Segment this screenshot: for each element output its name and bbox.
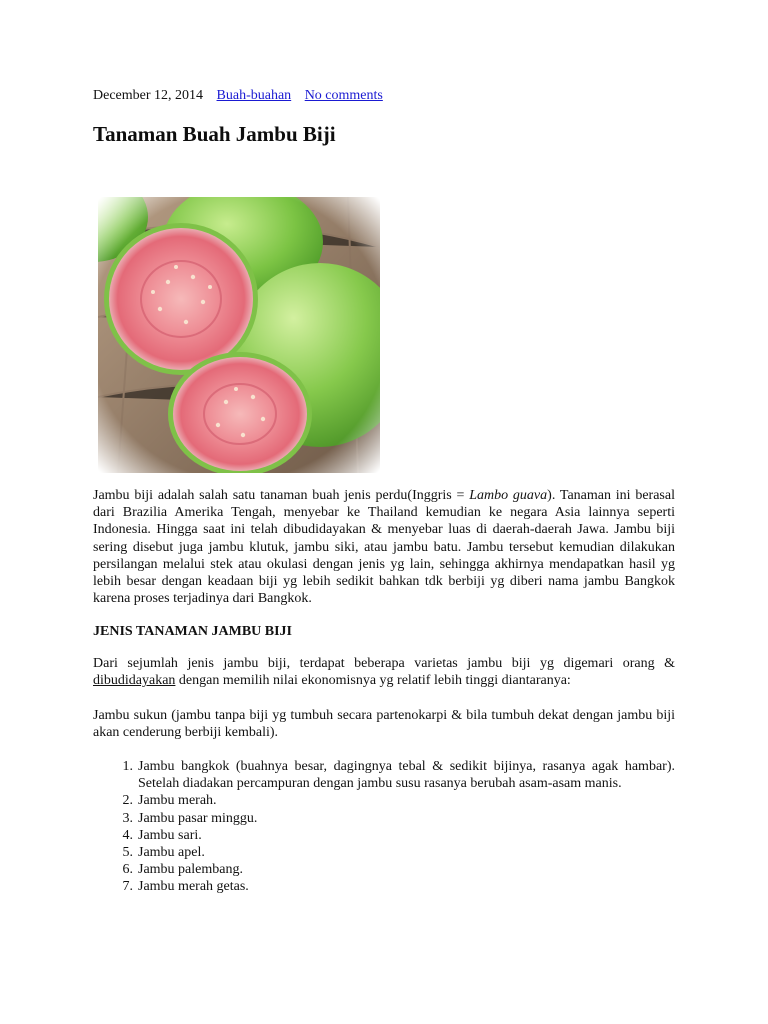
list-item-text: Jambu apel.	[138, 845, 205, 861]
para2-text-end: dengan memilih nilai ekonomisnya yg relatif lebih tinggi diantaranya:	[175, 673, 571, 689]
intro-paragraph	[93, 487, 675, 607]
intro-text-end: ). Tanaman ini berasal dari Brazilia Amerika Tengah, menyebar ke Thailand kemudian ke negara Asia lainnya seperti Indonesia. Hingga saat ini telah dibudidayakan & menyebar luas di daerah-daerah Jawa. Jambu biji sering disebut juga jambu klutuk, jambu siki, atau jambu batu. Jambu tersebut kemudian dilakukan persilangan melalui stek atau okulasi dengan jenis yg lain, sehingga akhirnya mendapatkan hasil yg lebih besar dengan keadaan biji yg lebih sedikit bahkan tdk berbiji yg diberi nama jambu Bangkok karena proses terjadinya dari Bangkok.	[93, 488, 675, 607]
guava-photo	[98, 197, 380, 473]
section-heading: JENIS TANAMAN JAMBU BIJI	[93, 624, 293, 639]
intro-text-start: Jambu biji adalah salah satu tanaman buah jenis perdu(Inggris =	[93, 488, 470, 503]
post-title: Tanaman Buah Jambu Biji	[93, 122, 336, 146]
list-item	[93, 878, 675, 895]
list-item-text: Jambu merah.	[138, 793, 217, 809]
list-number: 5.	[122, 845, 133, 861]
list-item-text: Jambu sari.	[138, 827, 202, 843]
post-meta	[93, 86, 675, 106]
list-item	[93, 810, 675, 827]
varieties-list	[93, 758, 675, 896]
underlined-term: dibudidayakan	[93, 673, 176, 689]
list-item-text: Jambu bangkok (buahnya besar, dagingnya tebal & sedikit bijinya, rasanya agak hambar). Setelah diadakan percampuran dengan jambu susu rasanya berubah asam-asam manis.	[138, 759, 675, 792]
list-item-text: Jambu palembang.	[138, 862, 243, 878]
list-item	[93, 758, 675, 792]
category-link[interactable]: Buah-buahan	[216, 88, 292, 103]
list-number: 6.	[122, 862, 133, 878]
jambu-sukun-paragraph: Jambu sukun (jambu tanpa biji yg tumbuh secara partenokarpi & bila tumbuh dekat dengan jambu biji akan cenderung berbiji kembali).	[93, 708, 675, 741]
list-number: 4.	[122, 827, 133, 843]
list-item	[93, 792, 675, 809]
post-date: December 12, 2014	[93, 88, 204, 103]
latin-name: Lambo guava	[469, 488, 548, 503]
list-number: 3.	[122, 810, 133, 826]
list-item	[93, 827, 675, 844]
para2-text-start: Dari sejumlah jenis jambu biji, terdapat beberapa varietas jambu biji yg digemari orang &	[93, 656, 675, 671]
blog-post	[93, 86, 675, 895]
list-number: 7.	[122, 879, 133, 895]
list-item-text: Jambu merah getas.	[138, 879, 249, 895]
varieties-intro-paragraph	[93, 655, 675, 689]
list-number: 1.	[122, 759, 133, 774]
list-number: 2.	[122, 793, 133, 809]
list-item	[93, 844, 675, 861]
comments-link[interactable]: No comments	[304, 88, 383, 103]
list-item-text: Jambu pasar minggu.	[138, 810, 258, 826]
list-item	[93, 861, 675, 878]
